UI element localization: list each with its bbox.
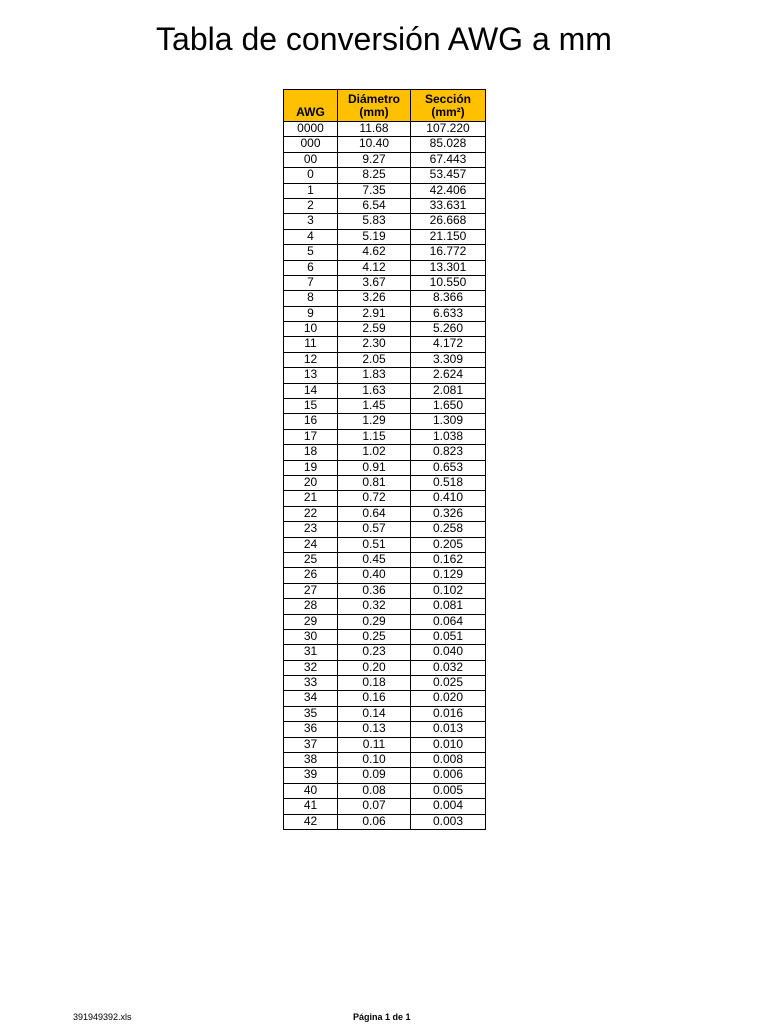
cell-seccion: 0.064 xyxy=(411,614,486,629)
cell-seccion: 3.309 xyxy=(411,352,486,367)
table-row xyxy=(284,614,486,629)
cell-diametro: 7.35 xyxy=(338,183,411,198)
cell-awg: 40 xyxy=(284,783,338,798)
cell-awg: 2 xyxy=(284,198,338,213)
table-row xyxy=(284,814,486,829)
table-row xyxy=(284,137,486,152)
cell-diametro: 0.36 xyxy=(338,583,411,598)
cell-diametro: 0.08 xyxy=(338,783,411,798)
cell-awg: 41 xyxy=(284,799,338,814)
cell-seccion: 0.025 xyxy=(411,676,486,691)
cell-seccion: 2.624 xyxy=(411,368,486,383)
cell-awg: 23 xyxy=(284,522,338,537)
cell-seccion: 0.518 xyxy=(411,475,486,490)
cell-diametro: 3.67 xyxy=(338,275,411,290)
table-row xyxy=(284,306,486,321)
cell-diametro: 3.26 xyxy=(338,291,411,306)
cell-diametro: 6.54 xyxy=(338,198,411,213)
cell-diametro: 5.19 xyxy=(338,229,411,244)
cell-awg: 13 xyxy=(284,368,338,383)
cell-seccion: 0.005 xyxy=(411,783,486,798)
footer-filename: 391949392.xls xyxy=(73,1012,132,1022)
header-awg xyxy=(284,90,338,122)
cell-seccion: 0.010 xyxy=(411,737,486,752)
footer-page-number: Página 1 de 1 xyxy=(353,1012,411,1022)
cell-seccion: 26.668 xyxy=(411,214,486,229)
cell-seccion: 8.366 xyxy=(411,291,486,306)
cell-diametro: 5.83 xyxy=(338,214,411,229)
cell-awg: 28 xyxy=(284,599,338,614)
cell-seccion: 1.650 xyxy=(411,399,486,414)
cell-awg: 11 xyxy=(284,337,338,352)
cell-diametro: 0.14 xyxy=(338,706,411,721)
cell-diametro: 0.45 xyxy=(338,552,411,567)
cell-awg: 10 xyxy=(284,322,338,337)
cell-diametro: 8.25 xyxy=(338,168,411,183)
table-row xyxy=(284,599,486,614)
table-row xyxy=(284,229,486,244)
table-row xyxy=(284,383,486,398)
table-body xyxy=(284,122,486,830)
cell-diametro: 11.68 xyxy=(338,122,411,137)
table-row xyxy=(284,737,486,752)
table-row xyxy=(284,429,486,444)
cell-diametro: 2.91 xyxy=(338,306,411,321)
cell-awg: 27 xyxy=(284,583,338,598)
table-row xyxy=(284,753,486,768)
table-row xyxy=(284,676,486,691)
cell-seccion: 13.301 xyxy=(411,260,486,275)
cell-seccion: 0.040 xyxy=(411,645,486,660)
table-row xyxy=(284,568,486,583)
cell-seccion: 0.006 xyxy=(411,768,486,783)
cell-diametro: 1.29 xyxy=(338,414,411,429)
cell-seccion: 0.823 xyxy=(411,445,486,460)
header-awg-label: AWG xyxy=(296,105,325,119)
cell-diametro: 0.81 xyxy=(338,475,411,490)
page-title: Tabla de conversión AWG a mm xyxy=(156,21,612,58)
table-row xyxy=(284,337,486,352)
table-row xyxy=(284,368,486,383)
cell-awg: 36 xyxy=(284,722,338,737)
cell-diametro: 4.62 xyxy=(338,245,411,260)
table-row xyxy=(284,522,486,537)
cell-diametro: 0.29 xyxy=(338,614,411,629)
header-seccion xyxy=(411,90,486,122)
cell-diametro: 2.59 xyxy=(338,322,411,337)
cell-seccion: 67.443 xyxy=(411,152,486,167)
cell-awg: 24 xyxy=(284,537,338,552)
cell-seccion: 0.102 xyxy=(411,583,486,598)
cell-seccion: 4.172 xyxy=(411,337,486,352)
table-header xyxy=(284,90,486,122)
cell-seccion: 0.008 xyxy=(411,753,486,768)
cell-diametro: 2.05 xyxy=(338,352,411,367)
table-row xyxy=(284,291,486,306)
table-row xyxy=(284,691,486,706)
table-row xyxy=(284,799,486,814)
cell-seccion: 53.457 xyxy=(411,168,486,183)
cell-awg: 4 xyxy=(284,229,338,244)
cell-seccion: 21.150 xyxy=(411,229,486,244)
table-row xyxy=(284,722,486,737)
table-row xyxy=(284,152,486,167)
cell-awg: 42 xyxy=(284,814,338,829)
cell-diametro: 0.18 xyxy=(338,676,411,691)
cell-awg: 0 xyxy=(284,168,338,183)
table-row xyxy=(284,475,486,490)
cell-diametro: 0.11 xyxy=(338,737,411,752)
cell-diametro: 0.13 xyxy=(338,722,411,737)
cell-awg: 8 xyxy=(284,291,338,306)
cell-seccion: 0.258 xyxy=(411,522,486,537)
cell-awg: 7 xyxy=(284,275,338,290)
cell-awg: 5 xyxy=(284,245,338,260)
cell-seccion: 0.004 xyxy=(411,799,486,814)
header-diametro-line2: (mm) xyxy=(359,104,389,119)
table-row xyxy=(284,414,486,429)
table-row xyxy=(284,168,486,183)
cell-seccion: 0.326 xyxy=(411,506,486,521)
cell-seccion: 42.406 xyxy=(411,183,486,198)
cell-diametro: 2.30 xyxy=(338,337,411,352)
cell-seccion: 107.220 xyxy=(411,122,486,137)
cell-seccion: 2.081 xyxy=(411,383,486,398)
cell-awg: 20 xyxy=(284,475,338,490)
cell-diametro: 1.63 xyxy=(338,383,411,398)
table-row xyxy=(284,245,486,260)
cell-awg: 17 xyxy=(284,429,338,444)
cell-diametro: 0.07 xyxy=(338,799,411,814)
cell-diametro: 10.40 xyxy=(338,137,411,152)
cell-awg: 15 xyxy=(284,399,338,414)
cell-diametro: 1.83 xyxy=(338,368,411,383)
cell-diametro: 0.10 xyxy=(338,753,411,768)
cell-awg: 1 xyxy=(284,183,338,198)
cell-awg: 0000 xyxy=(284,122,338,137)
cell-awg: 32 xyxy=(284,660,338,675)
cell-awg: 19 xyxy=(284,460,338,475)
table-row xyxy=(284,552,486,567)
cell-diametro: 4.12 xyxy=(338,260,411,275)
cell-seccion: 0.032 xyxy=(411,660,486,675)
cell-diametro: 0.09 xyxy=(338,768,411,783)
cell-seccion: 0.205 xyxy=(411,537,486,552)
cell-awg: 29 xyxy=(284,614,338,629)
cell-diametro: 0.40 xyxy=(338,568,411,583)
cell-awg: 3 xyxy=(284,214,338,229)
cell-diametro: 1.02 xyxy=(338,445,411,460)
cell-awg: 21 xyxy=(284,491,338,506)
cell-diametro: 0.16 xyxy=(338,691,411,706)
cell-awg: 6 xyxy=(284,260,338,275)
table-row xyxy=(284,491,486,506)
cell-awg: 18 xyxy=(284,445,338,460)
cell-awg: 33 xyxy=(284,676,338,691)
table-row xyxy=(284,198,486,213)
cell-seccion: 0.016 xyxy=(411,706,486,721)
table-row xyxy=(284,352,486,367)
cell-seccion: 0.051 xyxy=(411,629,486,644)
cell-seccion: 0.003 xyxy=(411,814,486,829)
cell-seccion: 0.162 xyxy=(411,552,486,567)
cell-awg: 39 xyxy=(284,768,338,783)
cell-seccion: 1.038 xyxy=(411,429,486,444)
cell-awg: 35 xyxy=(284,706,338,721)
cell-diametro: 0.06 xyxy=(338,814,411,829)
table-row xyxy=(284,506,486,521)
table-row xyxy=(284,706,486,721)
cell-seccion: 85.028 xyxy=(411,137,486,152)
cell-diametro: 1.15 xyxy=(338,429,411,444)
cell-diametro: 0.91 xyxy=(338,460,411,475)
cell-seccion: 5.260 xyxy=(411,322,486,337)
cell-awg: 34 xyxy=(284,691,338,706)
cell-seccion: 16.772 xyxy=(411,245,486,260)
cell-seccion: 10.550 xyxy=(411,275,486,290)
cell-awg: 31 xyxy=(284,645,338,660)
table-row xyxy=(284,214,486,229)
table-row xyxy=(284,183,486,198)
table-row xyxy=(284,629,486,644)
cell-seccion: 1.309 xyxy=(411,414,486,429)
cell-diametro: 0.20 xyxy=(338,660,411,675)
table-row xyxy=(284,537,486,552)
cell-diametro: 0.51 xyxy=(338,537,411,552)
cell-awg: 25 xyxy=(284,552,338,567)
cell-seccion: 0.129 xyxy=(411,568,486,583)
cell-seccion: 0.410 xyxy=(411,491,486,506)
header-diametro xyxy=(338,90,411,122)
table-row xyxy=(284,460,486,475)
table-row xyxy=(284,275,486,290)
table-row xyxy=(284,399,486,414)
cell-seccion: 0.013 xyxy=(411,722,486,737)
cell-awg: 9 xyxy=(284,306,338,321)
cell-seccion: 33.631 xyxy=(411,198,486,213)
table-row xyxy=(284,768,486,783)
table-row xyxy=(284,645,486,660)
table-row xyxy=(284,783,486,798)
cell-seccion: 0.081 xyxy=(411,599,486,614)
table-row xyxy=(284,122,486,137)
table-row xyxy=(284,583,486,598)
awg-conversion-table xyxy=(283,89,486,830)
cell-seccion: 0.653 xyxy=(411,460,486,475)
cell-diametro: 0.57 xyxy=(338,522,411,537)
cell-awg: 37 xyxy=(284,737,338,752)
cell-diametro: 0.25 xyxy=(338,629,411,644)
cell-awg: 26 xyxy=(284,568,338,583)
table-row xyxy=(284,660,486,675)
header-diametro-line1: Diámetro xyxy=(347,91,400,106)
header-row xyxy=(284,90,486,122)
table-row xyxy=(284,322,486,337)
cell-diametro: 0.64 xyxy=(338,506,411,521)
cell-awg: 00 xyxy=(284,152,338,167)
cell-diametro: 1.45 xyxy=(338,399,411,414)
cell-awg: 22 xyxy=(284,506,338,521)
cell-seccion: 6.633 xyxy=(411,306,486,321)
cell-awg: 30 xyxy=(284,629,338,644)
cell-awg: 000 xyxy=(284,137,338,152)
cell-seccion: 0.020 xyxy=(411,691,486,706)
cell-diametro: 0.72 xyxy=(338,491,411,506)
cell-awg: 12 xyxy=(284,352,338,367)
cell-diametro: 0.32 xyxy=(338,599,411,614)
cell-awg: 16 xyxy=(284,414,338,429)
cell-awg: 38 xyxy=(284,753,338,768)
table-row xyxy=(284,260,486,275)
cell-awg: 14 xyxy=(284,383,338,398)
header-seccion-line1: Sección xyxy=(424,91,472,106)
cell-diametro: 9.27 xyxy=(338,152,411,167)
cell-diametro: 0.23 xyxy=(338,645,411,660)
table-row xyxy=(284,445,486,460)
header-seccion-line2: (mm²) xyxy=(431,104,465,119)
